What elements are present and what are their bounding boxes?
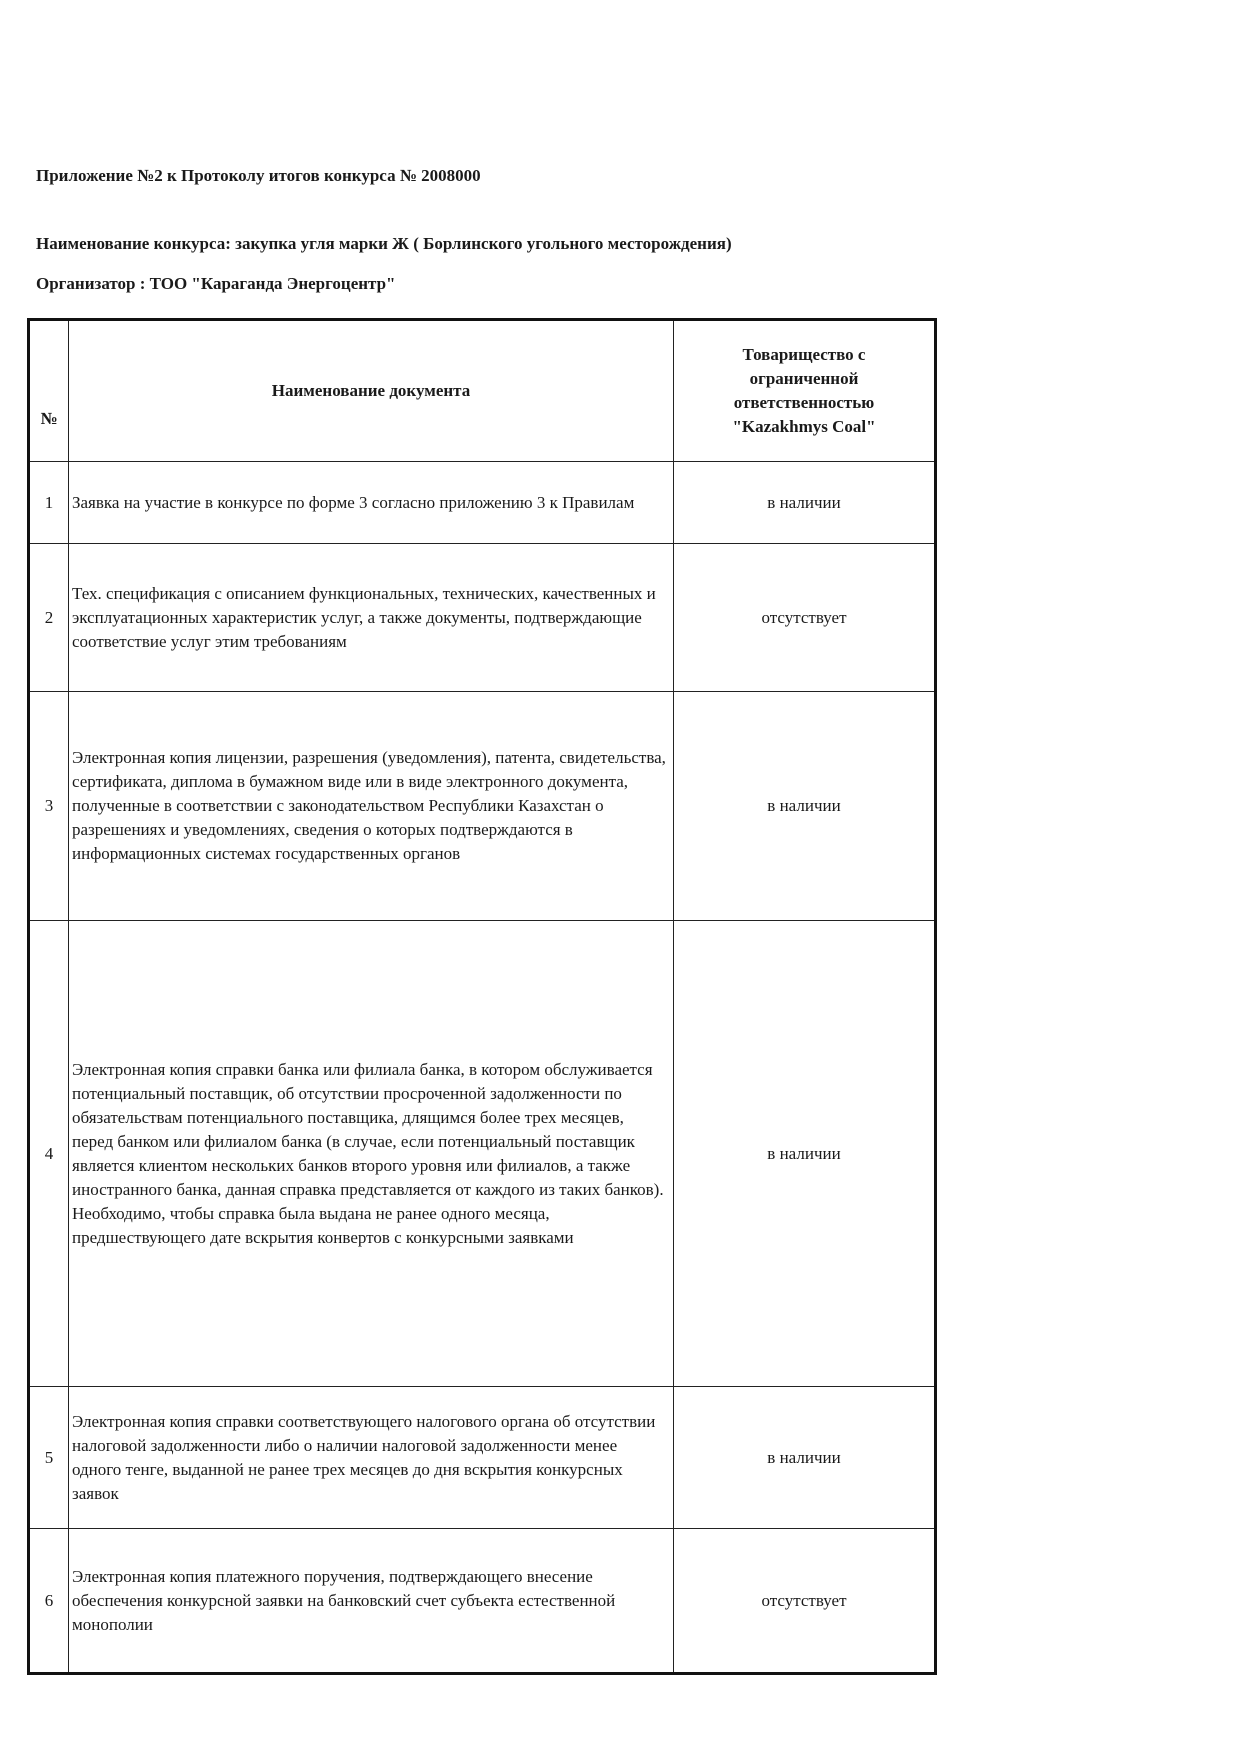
document-status: в наличии <box>674 921 936 1387</box>
row-number: 5 <box>29 1387 69 1529</box>
row-number: 6 <box>29 1529 69 1674</box>
document-name: Электронная копия лицензии, разрешения (уведомления), патента, свидетельства, сертификата, диплома в бумажном виде или в виде электронного документа, полученные в соответствии с законодательством Республики Казахстан о разрешениях и уведомлениях, сведения о которых подтверждаются в информационных системах государственных органов <box>69 692 674 921</box>
row-number: 2 <box>29 544 69 692</box>
table-row <box>29 544 936 692</box>
document-status: отсутствует <box>674 544 936 692</box>
organizer: Организатор : ТОО "Караганда Энергоцентр" <box>36 274 396 293</box>
column-header-number: № <box>29 320 69 462</box>
document-name: Электронная копия справки соответствующего налогового органа об отсутствии налоговой задолженности либо о наличии налоговой задолженности менее одного тенге, выданной не ранее трех месяцев до дня вскрытия конкурсных заявок <box>69 1387 674 1529</box>
table-row <box>29 692 936 921</box>
tender-name: Наименование конкурса: закупка угля марки Ж ( Борлинского угольного месторождения) <box>36 234 732 253</box>
document-name: Заявка на участие в конкурсе по форме 3 согласно приложению 3 к Правилам <box>69 462 674 544</box>
row-number: 1 <box>29 462 69 544</box>
table-row <box>29 1529 936 1674</box>
document-status: в наличии <box>674 692 936 921</box>
table-row <box>29 462 936 544</box>
column-header-participant: Товарищество с ограниченной ответственностью "Kazakhmys Coal" <box>674 320 936 462</box>
document-name: Электронная копия справки банка или филиала банка, в котором обслуживается потенциальный поставщик, об отсутствии просроченной задолженности по обязательствам потенциального поставщика, длящимся более трех месяцев, перед банком или филиалом банка (в случае, если потенциальный поставщик является клиентом нескольких банков второго уровня или филиалов, а также иностранного банка, данная справка представляется от каждого из таких банков). Необходимо, чтобы справка была выдана не ранее одного месяца, предшествующего дате вскрытия конвертов с конкурсными заявками <box>69 921 674 1387</box>
document-status: в наличии <box>674 1387 936 1529</box>
column-header-document-name: Наименование документа <box>69 320 674 462</box>
table-row <box>29 1387 936 1529</box>
document-name: Электронная копия платежного поручения, подтверждающего внесение обеспечения конкурсной заявки на банковский счет субъекта естественной монополии <box>69 1529 674 1674</box>
row-number: 3 <box>29 692 69 921</box>
document-status: отсутствует <box>674 1529 936 1674</box>
appendix-title: Приложение №2 к Протоколу итогов конкурса № 2008000 <box>36 166 481 185</box>
document-status: в наличии <box>674 462 936 544</box>
table-header-row <box>29 320 936 462</box>
document-name: Тех. спецификация с описанием функциональных, технических, качественных и эксплуатационных характеристик услуг, а также документы, подтверждающие соответствие услуг этим требованиям <box>69 544 674 692</box>
table-row <box>29 921 936 1387</box>
row-number: 4 <box>29 921 69 1387</box>
documents-table <box>27 318 937 1675</box>
